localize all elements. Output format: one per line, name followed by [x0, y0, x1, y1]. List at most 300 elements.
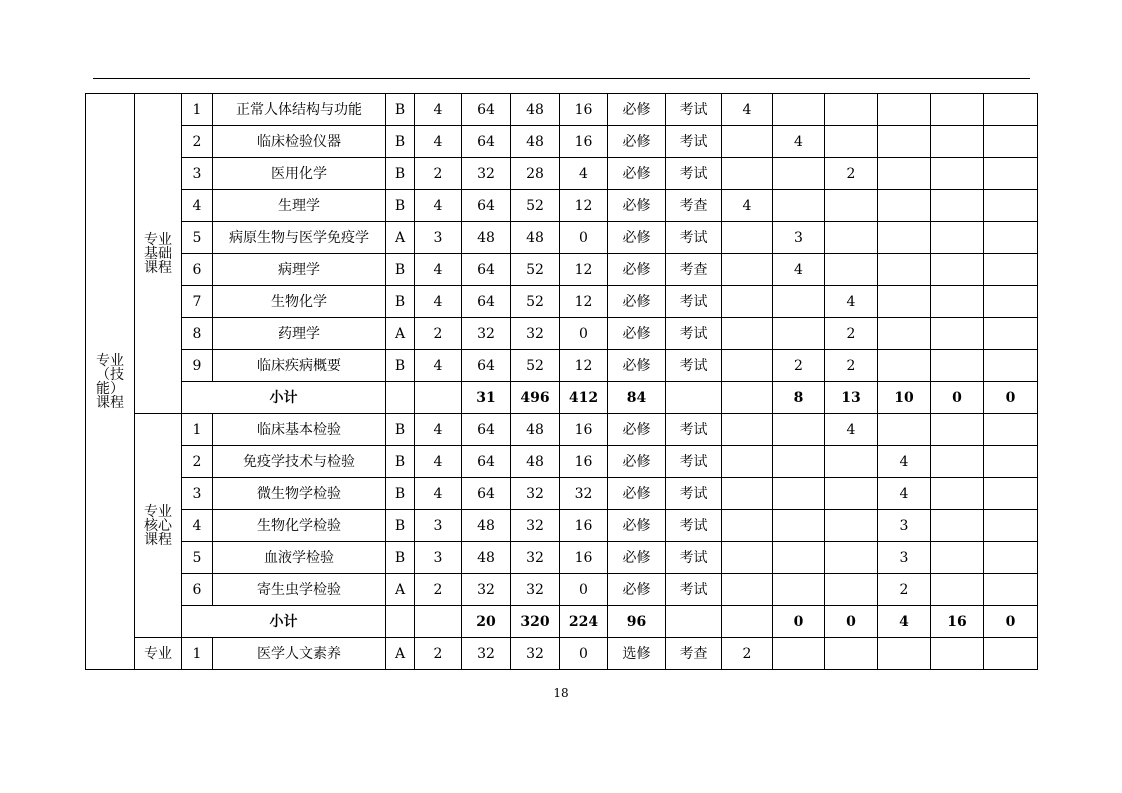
course-nature: 必修	[608, 350, 666, 382]
course-type: B	[386, 158, 415, 190]
semester-hours	[931, 318, 984, 350]
course-theory-hours: 32	[511, 478, 560, 510]
group-label-cell-text: 基础	[144, 245, 172, 262]
semester-hours	[825, 574, 878, 606]
course-name: 正常人体结构与功能	[213, 94, 386, 126]
course-nature: 必修	[608, 574, 666, 606]
subtotal-label: 小计	[182, 606, 386, 638]
course-nature: 必修	[608, 478, 666, 510]
group-label-cell-text: 课程	[144, 259, 172, 276]
course-theory-hours: 32	[511, 318, 560, 350]
semester-hours	[825, 446, 878, 478]
course-type: B	[386, 542, 415, 574]
course-assessment: 考试	[666, 350, 722, 382]
semester-hours	[931, 446, 984, 478]
semester-hours	[825, 254, 878, 286]
table-row	[86, 542, 1038, 574]
course-nature: 选修	[608, 638, 666, 670]
subtotal-semester-hours: 13	[825, 382, 878, 414]
subtotal-semester-hours: 0	[825, 606, 878, 638]
course-nature: 必修	[608, 222, 666, 254]
semester-hours	[773, 286, 825, 318]
semester-hours	[722, 286, 773, 318]
course-nature: 必修	[608, 126, 666, 158]
subtotal-row	[86, 606, 1038, 638]
semester-hours	[878, 318, 931, 350]
group-label-cell	[135, 94, 182, 414]
semester-hours: 4	[878, 478, 931, 510]
course-assessment: 考试	[666, 478, 722, 510]
semester-hours	[984, 286, 1038, 318]
course-type: B	[386, 286, 415, 318]
subtotal-practice-hours: 96	[608, 606, 666, 638]
table-row	[86, 222, 1038, 254]
semester-hours	[722, 510, 773, 542]
semester-hours	[931, 94, 984, 126]
course-theory-hours: 32	[511, 638, 560, 670]
course-hours: 48	[462, 510, 511, 542]
table-row	[86, 574, 1038, 606]
subtotal-theory-hours: 224	[560, 606, 608, 638]
subtotal-hours: 496	[511, 382, 560, 414]
semester-hours	[773, 158, 825, 190]
course-assessment: 考试	[666, 126, 722, 158]
subtotal-credits: 20	[462, 606, 511, 638]
course-assessment: 考试	[666, 414, 722, 446]
semester-hours: 3	[773, 222, 825, 254]
course-theory-hours: 48	[511, 126, 560, 158]
course-credits: 2	[415, 638, 462, 670]
course-practice-hours: 12	[560, 254, 608, 286]
course-assessment: 考查	[666, 254, 722, 286]
semester-hours	[931, 254, 984, 286]
course-hours: 48	[462, 222, 511, 254]
course-name: 临床疾病概要	[213, 350, 386, 382]
course-number: 2	[182, 126, 213, 158]
course-number: 1	[182, 414, 213, 446]
semester-hours	[984, 222, 1038, 254]
group-label-cell-text: 核心	[144, 517, 172, 534]
semester-hours	[984, 638, 1038, 670]
semester-hours	[773, 414, 825, 446]
course-type: B	[386, 126, 415, 158]
course-hours: 64	[462, 190, 511, 222]
semester-hours: 4	[825, 414, 878, 446]
semester-hours	[878, 222, 931, 254]
semester-hours: 4	[722, 94, 773, 126]
group-label-cell-text: 课程	[144, 531, 172, 548]
table-row	[86, 478, 1038, 510]
semester-hours	[722, 254, 773, 286]
course-hours: 64	[462, 254, 511, 286]
table-row	[86, 510, 1038, 542]
course-practice-hours: 4	[560, 158, 608, 190]
course-nature: 必修	[608, 414, 666, 446]
semester-hours	[825, 542, 878, 574]
semester-hours	[722, 222, 773, 254]
semester-hours	[878, 158, 931, 190]
subtotal-theory-hours: 412	[560, 382, 608, 414]
course-credits: 4	[415, 126, 462, 158]
course-practice-hours: 16	[560, 542, 608, 574]
course-credits: 4	[415, 94, 462, 126]
semester-hours	[931, 350, 984, 382]
course-practice-hours: 0	[560, 638, 608, 670]
course-hours: 32	[462, 638, 511, 670]
course-credits: 4	[415, 254, 462, 286]
course-number: 9	[182, 350, 213, 382]
subtotal-empty-cell	[722, 382, 773, 414]
page-number: 18	[553, 686, 569, 700]
course-number: 4	[182, 510, 213, 542]
course-type: B	[386, 510, 415, 542]
course-type: B	[386, 254, 415, 286]
semester-hours	[984, 414, 1038, 446]
course-number: 8	[182, 318, 213, 350]
semester-hours	[984, 446, 1038, 478]
course-assessment: 考试	[666, 286, 722, 318]
semester-hours	[773, 542, 825, 574]
semester-hours	[931, 638, 984, 670]
course-number: 3	[182, 478, 213, 510]
course-theory-hours: 32	[511, 510, 560, 542]
course-credits: 3	[415, 542, 462, 574]
course-hours: 64	[462, 350, 511, 382]
semester-hours	[825, 94, 878, 126]
course-type: A	[386, 638, 415, 670]
subtotal-semester-hours: 10	[878, 382, 931, 414]
course-theory-hours: 28	[511, 158, 560, 190]
semester-hours: 4	[773, 254, 825, 286]
course-name: 免疫学技术与检验	[213, 446, 386, 478]
semester-hours	[931, 478, 984, 510]
semester-hours	[773, 318, 825, 350]
curriculum-table	[85, 93, 1038, 670]
semester-hours: 4	[722, 190, 773, 222]
semester-hours	[878, 638, 931, 670]
semester-hours	[722, 478, 773, 510]
semester-hours: 2	[825, 158, 878, 190]
course-type: B	[386, 190, 415, 222]
course-assessment: 考试	[666, 318, 722, 350]
course-name: 医学人文素养	[213, 638, 386, 670]
table-row	[86, 286, 1038, 318]
semester-hours	[722, 158, 773, 190]
subtotal-credits: 31	[462, 382, 511, 414]
table-row	[86, 94, 1038, 126]
subtotal-empty-cell	[386, 606, 415, 638]
course-hours: 48	[462, 542, 511, 574]
course-number: 2	[182, 446, 213, 478]
semester-hours: 2	[722, 638, 773, 670]
course-type: A	[386, 318, 415, 350]
course-practice-hours: 16	[560, 446, 608, 478]
course-number: 6	[182, 254, 213, 286]
course-assessment: 考试	[666, 94, 722, 126]
semester-hours	[722, 446, 773, 478]
semester-hours: 4	[825, 286, 878, 318]
subtotal-semester-hours: 4	[878, 606, 931, 638]
course-credits: 4	[415, 446, 462, 478]
course-assessment: 考试	[666, 158, 722, 190]
semester-hours	[825, 478, 878, 510]
course-practice-hours: 12	[560, 286, 608, 318]
course-credits: 3	[415, 222, 462, 254]
course-credits: 4	[415, 190, 462, 222]
semester-hours: 2	[825, 318, 878, 350]
semester-hours	[984, 510, 1038, 542]
semester-hours	[931, 510, 984, 542]
course-practice-hours: 32	[560, 478, 608, 510]
semester-hours	[984, 126, 1038, 158]
course-practice-hours: 0	[560, 222, 608, 254]
course-assessment: 考试	[666, 542, 722, 574]
subtotal-empty-cell	[415, 382, 462, 414]
table-row	[86, 446, 1038, 478]
course-name: 病理学	[213, 254, 386, 286]
category-cell-text: （技	[96, 366, 124, 383]
header-rule	[93, 78, 1030, 79]
category-cell	[86, 94, 135, 670]
course-name: 血液学检验	[213, 542, 386, 574]
semester-hours: 2	[773, 350, 825, 382]
semester-hours	[722, 542, 773, 574]
course-nature: 必修	[608, 510, 666, 542]
semester-hours	[931, 190, 984, 222]
course-hours: 64	[462, 126, 511, 158]
course-type: B	[386, 414, 415, 446]
course-name: 医用化学	[213, 158, 386, 190]
course-credits: 2	[415, 158, 462, 190]
semester-hours	[931, 126, 984, 158]
semester-hours	[773, 446, 825, 478]
subtotal-empty-cell	[722, 606, 773, 638]
category-cell-text: 课程	[96, 394, 124, 411]
course-hours: 32	[462, 574, 511, 606]
semester-hours	[878, 414, 931, 446]
semester-hours	[878, 94, 931, 126]
semester-hours	[984, 254, 1038, 286]
course-credits: 3	[415, 510, 462, 542]
course-credits: 2	[415, 318, 462, 350]
course-hours: 32	[462, 158, 511, 190]
course-practice-hours: 16	[560, 126, 608, 158]
table-row	[86, 318, 1038, 350]
course-hours: 32	[462, 318, 511, 350]
course-name: 寄生虫学检验	[213, 574, 386, 606]
semester-hours	[878, 190, 931, 222]
course-assessment: 考试	[666, 574, 722, 606]
subtotal-semester-hours: 16	[931, 606, 984, 638]
course-hours: 64	[462, 286, 511, 318]
course-nature: 必修	[608, 318, 666, 350]
semester-hours	[984, 478, 1038, 510]
semester-hours	[773, 574, 825, 606]
course-nature: 必修	[608, 190, 666, 222]
course-nature: 必修	[608, 254, 666, 286]
course-hours: 64	[462, 478, 511, 510]
course-type: B	[386, 446, 415, 478]
course-practice-hours: 16	[560, 414, 608, 446]
semester-hours	[984, 318, 1038, 350]
course-name: 临床基本检验	[213, 414, 386, 446]
subtotal-practice-hours: 84	[608, 382, 666, 414]
course-credits: 4	[415, 286, 462, 318]
semester-hours	[984, 158, 1038, 190]
semester-hours	[984, 574, 1038, 606]
course-hours: 64	[462, 94, 511, 126]
table-row	[86, 158, 1038, 190]
semester-hours	[825, 638, 878, 670]
semester-hours	[722, 318, 773, 350]
course-type: A	[386, 574, 415, 606]
subtotal-semester-hours: 8	[773, 382, 825, 414]
course-assessment: 考试	[666, 510, 722, 542]
semester-hours	[825, 510, 878, 542]
course-theory-hours: 48	[511, 94, 560, 126]
course-theory-hours: 52	[511, 350, 560, 382]
semester-hours	[984, 542, 1038, 574]
semester-hours	[931, 414, 984, 446]
course-hours: 64	[462, 414, 511, 446]
group-label-cell	[135, 638, 182, 670]
course-name: 微生物学检验	[213, 478, 386, 510]
semester-hours	[931, 222, 984, 254]
semester-hours	[878, 126, 931, 158]
course-practice-hours: 0	[560, 574, 608, 606]
subtotal-empty-cell	[666, 382, 722, 414]
semester-hours	[931, 542, 984, 574]
subtotal-label: 小计	[182, 382, 386, 414]
semester-hours	[773, 510, 825, 542]
course-number: 5	[182, 542, 213, 574]
course-assessment: 考试	[666, 446, 722, 478]
table-row	[86, 190, 1038, 222]
subtotal-semester-hours: 0	[984, 382, 1038, 414]
subtotal-empty-cell	[415, 606, 462, 638]
semester-hours: 3	[878, 510, 931, 542]
course-number: 5	[182, 222, 213, 254]
table-row	[86, 414, 1038, 446]
course-theory-hours: 32	[511, 574, 560, 606]
course-credits: 4	[415, 414, 462, 446]
course-theory-hours: 48	[511, 446, 560, 478]
semester-hours	[931, 286, 984, 318]
group-label-cell-text: 专业	[144, 645, 172, 662]
course-practice-hours: 16	[560, 510, 608, 542]
semester-hours	[931, 158, 984, 190]
course-type: B	[386, 350, 415, 382]
semester-hours	[773, 638, 825, 670]
course-theory-hours: 48	[511, 414, 560, 446]
course-number: 6	[182, 574, 213, 606]
semester-hours	[825, 222, 878, 254]
course-nature: 必修	[608, 542, 666, 574]
semester-hours: 2	[825, 350, 878, 382]
semester-hours	[984, 350, 1038, 382]
course-theory-hours: 52	[511, 254, 560, 286]
semester-hours	[931, 574, 984, 606]
semester-hours	[722, 350, 773, 382]
table-row	[86, 638, 1038, 670]
table-row	[86, 126, 1038, 158]
course-nature: 必修	[608, 286, 666, 318]
course-number: 7	[182, 286, 213, 318]
semester-hours	[878, 254, 931, 286]
semester-hours	[773, 478, 825, 510]
table-row	[86, 254, 1038, 286]
semester-hours: 4	[878, 446, 931, 478]
subtotal-row	[86, 382, 1038, 414]
subtotal-hours: 320	[511, 606, 560, 638]
semester-hours	[825, 126, 878, 158]
course-name: 生物化学	[213, 286, 386, 318]
semester-hours: 2	[878, 574, 931, 606]
course-nature: 必修	[608, 446, 666, 478]
course-credits: 4	[415, 478, 462, 510]
course-credits: 2	[415, 574, 462, 606]
semester-hours	[878, 350, 931, 382]
course-name: 生物化学检验	[213, 510, 386, 542]
course-practice-hours: 12	[560, 350, 608, 382]
course-theory-hours: 52	[511, 286, 560, 318]
semester-hours	[984, 94, 1038, 126]
course-name: 药理学	[213, 318, 386, 350]
semester-hours	[878, 286, 931, 318]
course-nature: 必修	[608, 94, 666, 126]
course-credits: 4	[415, 350, 462, 382]
group-label-cell-text: 专业	[144, 503, 172, 520]
subtotal-empty-cell	[666, 606, 722, 638]
subtotal-empty-cell	[386, 382, 415, 414]
course-theory-hours: 32	[511, 542, 560, 574]
course-theory-hours: 52	[511, 190, 560, 222]
course-number: 1	[182, 94, 213, 126]
subtotal-semester-hours: 0	[773, 606, 825, 638]
semester-hours	[984, 190, 1038, 222]
course-number: 3	[182, 158, 213, 190]
course-name: 临床检验仪器	[213, 126, 386, 158]
semester-hours	[722, 414, 773, 446]
course-type: B	[386, 478, 415, 510]
course-practice-hours: 12	[560, 190, 608, 222]
course-assessment: 考查	[666, 638, 722, 670]
semester-hours	[773, 190, 825, 222]
course-number: 1	[182, 638, 213, 670]
course-practice-hours: 16	[560, 94, 608, 126]
course-type: B	[386, 94, 415, 126]
subtotal-semester-hours: 0	[984, 606, 1038, 638]
category-cell-text: 专业	[96, 352, 124, 369]
semester-hours	[773, 94, 825, 126]
semester-hours: 3	[878, 542, 931, 574]
table-row	[86, 350, 1038, 382]
semester-hours	[722, 574, 773, 606]
semester-hours: 4	[773, 126, 825, 158]
course-name: 病原生物与医学免疫学	[213, 222, 386, 254]
semester-hours	[825, 190, 878, 222]
subtotal-semester-hours: 0	[931, 382, 984, 414]
course-number: 4	[182, 190, 213, 222]
group-label-cell	[135, 414, 182, 638]
course-theory-hours: 48	[511, 222, 560, 254]
course-assessment: 考查	[666, 190, 722, 222]
course-type: A	[386, 222, 415, 254]
semester-hours	[722, 126, 773, 158]
course-assessment: 考试	[666, 222, 722, 254]
course-name: 生理学	[213, 190, 386, 222]
group-label-cell-text: 专业	[144, 231, 172, 248]
